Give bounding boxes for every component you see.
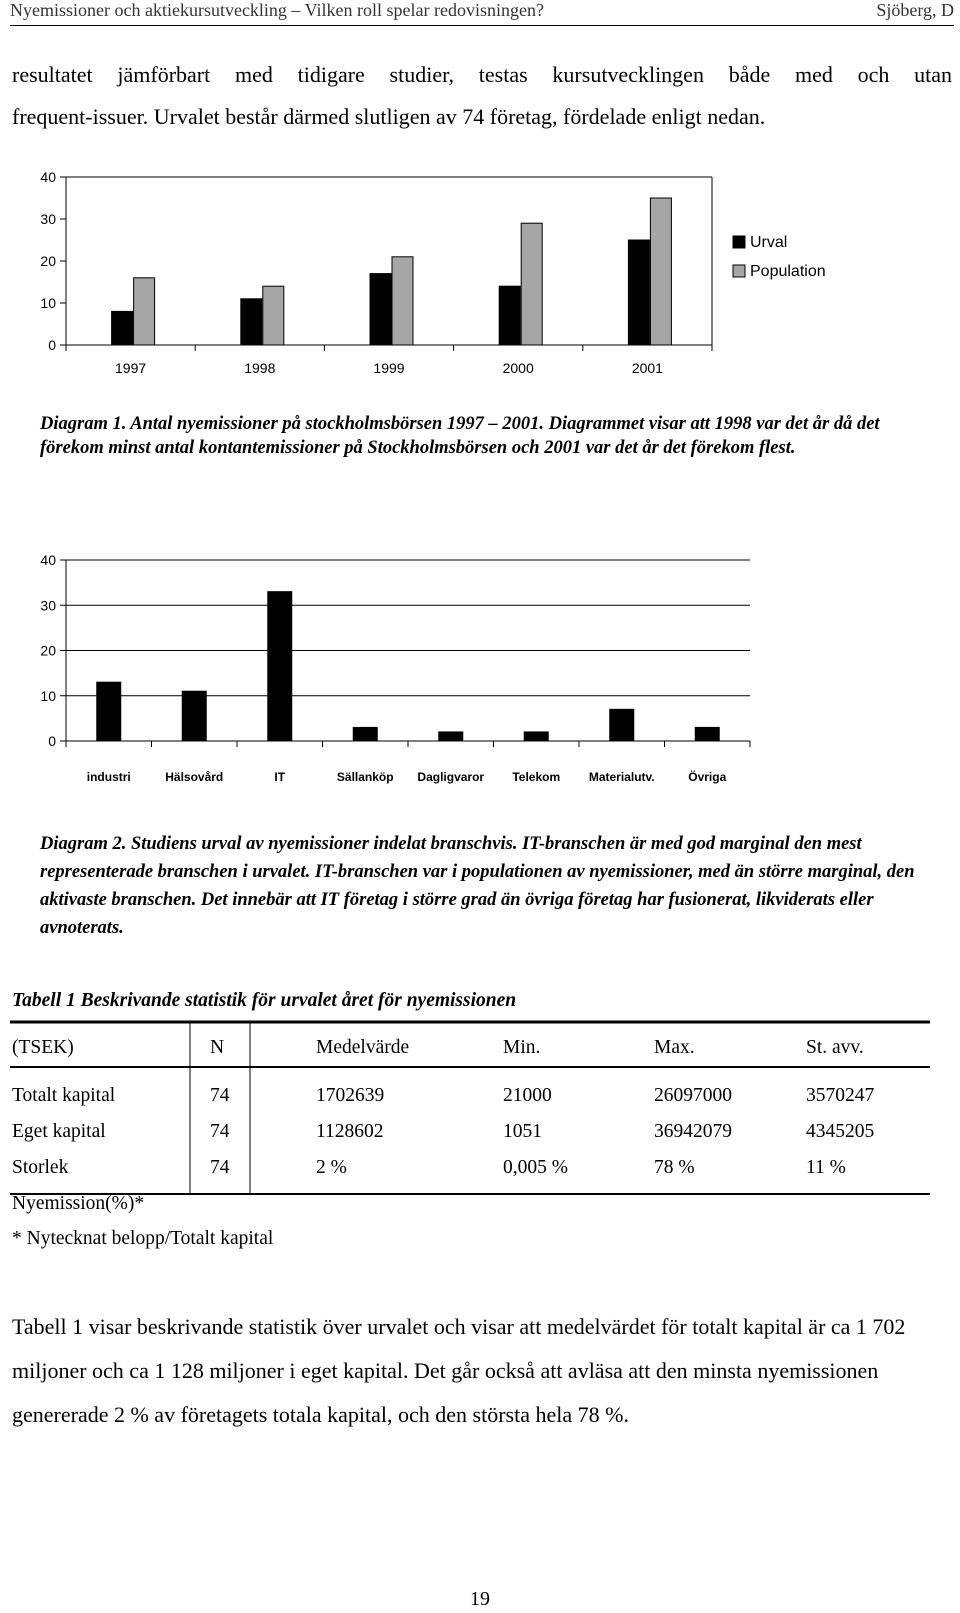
table-header-cell: Min. bbox=[503, 1037, 541, 1058]
x-tick-label: 1998 bbox=[244, 360, 276, 376]
table-cell: 4345205 bbox=[806, 1121, 875, 1142]
table-header-cell: Max. bbox=[654, 1037, 695, 1058]
x-tick-label: Hälsovård bbox=[165, 770, 224, 784]
legend-swatch-population bbox=[733, 265, 745, 277]
table-cell: 78 % bbox=[654, 1157, 695, 1178]
table-cell: 74 bbox=[210, 1085, 230, 1106]
table-header-cell: Medelvärde bbox=[316, 1037, 410, 1058]
intro-line-1: resultatet jämförbart med tidigare studier, testas kursutvecklingen både med och utan bbox=[12, 62, 952, 87]
diagram-2-caption: Diagram 2. Studiens urval av nyemissioner indelat branschvis. IT-branschen är med god marginal den mest representerade branschen i urvalet. IT-branschen var i populationen av nyemissioner, med än större marginal, den aktivaste branschen. Det innebär att IT företag i större grad än övriga företag har fusionerat, likviderats eller avnoterats. bbox=[40, 834, 915, 938]
bar-Materialutv. bbox=[610, 709, 634, 741]
body-paragraph: Tabell 1 visar beskrivande statistik över urvalet och visar att medelvärdet för totalt kapital är ca 1 702 miljoner och ca 1 128 miljoner i eget kapital. Det går också att avläsa att den minsta nyemissionen genererade 2 % av företagets totala kapital, och den största hela 78 %. bbox=[12, 1314, 906, 1427]
chart-issues-per-year bbox=[0, 160, 960, 390]
bar-Övriga bbox=[695, 727, 719, 741]
x-tick-label: Materialutv. bbox=[588, 770, 655, 784]
table-cell: Totalt kapital bbox=[12, 1085, 116, 1106]
bar-population-1997 bbox=[134, 278, 155, 345]
bar-Sällanköp bbox=[353, 727, 377, 741]
table-cell: 1051 bbox=[503, 1121, 542, 1142]
bar-population-2001 bbox=[650, 198, 671, 345]
y-tick-label: 10 bbox=[40, 295, 56, 311]
table-header-cell: N bbox=[210, 1037, 225, 1058]
table-cell: Storlek bbox=[12, 1157, 69, 1178]
header-author: Sjöberg, D bbox=[876, 0, 954, 20]
x-tick-label: industri bbox=[86, 770, 131, 784]
table-cell: 3570247 bbox=[806, 1085, 875, 1106]
header-rule bbox=[10, 25, 954, 26]
x-tick-label: Telekom bbox=[512, 770, 561, 784]
y-tick-label: 0 bbox=[48, 733, 56, 749]
y-tick-label: 30 bbox=[40, 211, 56, 227]
table-cell: 1128602 bbox=[316, 1121, 384, 1142]
bar-urval-2001 bbox=[628, 240, 649, 345]
x-tick-label: 1997 bbox=[115, 360, 147, 376]
table-cell: 0,005 % bbox=[503, 1157, 568, 1178]
legend-swatch-urval bbox=[733, 236, 745, 248]
table-cell: 1702639 bbox=[316, 1085, 385, 1106]
x-tick-label: Sällanköp bbox=[336, 770, 394, 784]
table-cell: Nyemission(%)* bbox=[12, 1193, 145, 1214]
bar-urval-1998 bbox=[241, 299, 262, 345]
bar-population-2000 bbox=[521, 223, 542, 345]
legend-label-population: Population bbox=[750, 263, 826, 280]
bar-Telekom bbox=[524, 732, 548, 741]
bar-urval-1999 bbox=[370, 274, 391, 345]
x-tick-label: 2001 bbox=[631, 360, 663, 376]
table-cell: 74 bbox=[210, 1121, 230, 1142]
bar-population-1998 bbox=[263, 286, 284, 345]
y-tick-label: 30 bbox=[40, 597, 56, 614]
y-tick-label: 40 bbox=[40, 169, 56, 185]
x-tick-label: Dagligvaror bbox=[417, 770, 485, 784]
table-cell: 21000 bbox=[503, 1085, 552, 1106]
y-tick-label: 40 bbox=[40, 552, 56, 568]
x-tick-label: 2000 bbox=[502, 360, 534, 376]
intro-paragraph bbox=[12, 54, 952, 138]
y-tick-label: 20 bbox=[40, 642, 56, 659]
x-tick-label: 1999 bbox=[373, 360, 405, 376]
table-title: Tabell 1 Beskrivande statistik för urvalet året för nyemissionen bbox=[12, 990, 517, 1011]
table-cell: Eget kapital bbox=[12, 1121, 106, 1142]
intro-line-2: frequent-issuer. Urvalet består därmed slutligen av 74 företag, fördelade enligt nedan. bbox=[12, 104, 766, 129]
diagram-1-caption: Diagram 1. Antal nyemissioner på stockholmsbörsen 1997 – 2001. Diagrammet visar att 1998 var det år då det förekom minst antal kontantemissioner på Stockholmsbörsen och 2001 var det år det förekom flest. bbox=[40, 414, 880, 458]
y-tick-label: 10 bbox=[40, 687, 56, 704]
bar-urval-1997 bbox=[112, 311, 133, 345]
table-header-cell: St. avv. bbox=[806, 1037, 864, 1058]
table-cell: 36942079 bbox=[654, 1121, 732, 1142]
x-tick-label: Övriga bbox=[688, 770, 727, 784]
header-title: Nyemissioner och aktiekursutveckling – Vilken roll spelar redovisningen? bbox=[10, 0, 544, 20]
legend-label-urval: Urval bbox=[750, 234, 788, 251]
bar-population-1999 bbox=[392, 257, 413, 345]
table-cell: 2 % bbox=[316, 1157, 347, 1178]
table-cell: 26097000 bbox=[654, 1085, 732, 1106]
y-tick-label: 20 bbox=[40, 253, 56, 269]
table-cell: 74 bbox=[210, 1157, 230, 1178]
page-number: 19 bbox=[470, 1588, 490, 1610]
bar-Hälsovård bbox=[182, 691, 206, 741]
chart-issues-by-sector bbox=[0, 545, 960, 800]
table-footnote: * Nytecknat belopp/Totalt kapital bbox=[12, 1228, 274, 1249]
y-tick-label: 0 bbox=[48, 337, 56, 353]
bar-urval-2000 bbox=[499, 286, 520, 345]
statistics-table bbox=[0, 1015, 960, 1230]
bar-Dagligvaror bbox=[439, 732, 463, 741]
bar-IT bbox=[268, 592, 292, 741]
x-tick-label: IT bbox=[274, 770, 286, 784]
table-header-cell: (TSEK) bbox=[12, 1037, 74, 1058]
bar-industri bbox=[97, 682, 121, 741]
table-cell: 11 % bbox=[806, 1157, 846, 1178]
running-header bbox=[10, 0, 954, 24]
